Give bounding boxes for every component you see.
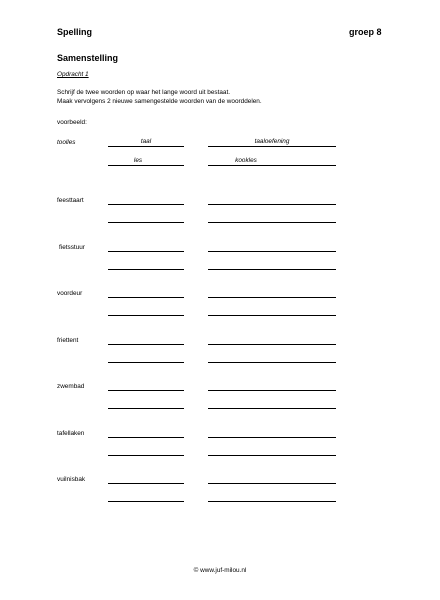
part-answer-line[interactable] <box>108 269 184 270</box>
part-answer-line[interactable] <box>108 501 184 502</box>
new-word-answer-line[interactable] <box>208 269 336 270</box>
new-word-answer-line[interactable] <box>208 437 336 438</box>
example-new-word-1: taaloefening <box>254 138 290 145</box>
example-answer-line <box>208 146 336 147</box>
instruction-line-2: Maak vervolgens 2 nieuwe samengestelde woorden van de woorddelen. <box>57 98 262 105</box>
new-word-answer-line[interactable] <box>208 204 336 205</box>
part-answer-line[interactable] <box>108 251 184 252</box>
part-answer-line[interactable] <box>108 362 184 363</box>
example-answer-line <box>108 165 184 166</box>
grade-label: groep 8 <box>349 27 382 37</box>
new-word-answer-line[interactable] <box>208 222 336 223</box>
part-answer-line[interactable] <box>108 437 184 438</box>
part-answer-line[interactable] <box>108 315 184 316</box>
example-label: voorbeeld: <box>57 119 87 126</box>
new-word-answer-line[interactable] <box>208 315 336 316</box>
part-answer-line[interactable] <box>108 222 184 223</box>
word-label: zwembad <box>57 383 85 390</box>
new-word-answer-line[interactable] <box>208 344 336 345</box>
example-new-word-2: kookles <box>235 157 257 164</box>
word-label: vuilnisbak <box>57 476 86 483</box>
part-answer-line[interactable] <box>108 390 184 391</box>
new-word-answer-line[interactable] <box>208 408 336 409</box>
new-word-answer-line[interactable] <box>208 455 336 456</box>
subject-label: Spelling <box>57 27 93 37</box>
word-label: feesttaart <box>57 197 84 204</box>
word-label: fietsstuur <box>59 243 85 251</box>
word-label: friettent <box>57 336 79 344</box>
part-answer-line[interactable] <box>108 344 184 345</box>
footer-copyright: © www.juf-milou.nl <box>193 567 247 574</box>
part-answer-line[interactable] <box>108 204 184 205</box>
new-word-answer-line[interactable] <box>208 390 336 391</box>
new-word-answer-line[interactable] <box>208 297 336 298</box>
exercise-label: Opdracht 1 <box>57 71 89 78</box>
part-answer-line[interactable] <box>108 297 184 298</box>
part-answer-line[interactable] <box>108 408 184 409</box>
example-answer-line <box>208 165 336 166</box>
word-label: tafellaken <box>57 429 85 437</box>
instruction-line-1: Schrijf de twee woorden op waar het lange woord uit bestaat. <box>57 89 231 96</box>
example-word: toolles <box>57 139 76 146</box>
new-word-answer-line[interactable] <box>208 483 336 484</box>
word-label: voordeur <box>57 290 83 297</box>
example-part-2: les <box>133 157 143 164</box>
part-answer-line[interactable] <box>108 455 184 456</box>
page-title: Samenstelling <box>57 53 119 63</box>
part-answer-line[interactable] <box>108 483 184 484</box>
new-word-answer-line[interactable] <box>208 501 336 502</box>
example-answer-line <box>108 146 184 147</box>
new-word-answer-line[interactable] <box>208 251 336 252</box>
new-word-answer-line[interactable] <box>208 362 336 363</box>
example-part-1: taal <box>140 138 152 145</box>
